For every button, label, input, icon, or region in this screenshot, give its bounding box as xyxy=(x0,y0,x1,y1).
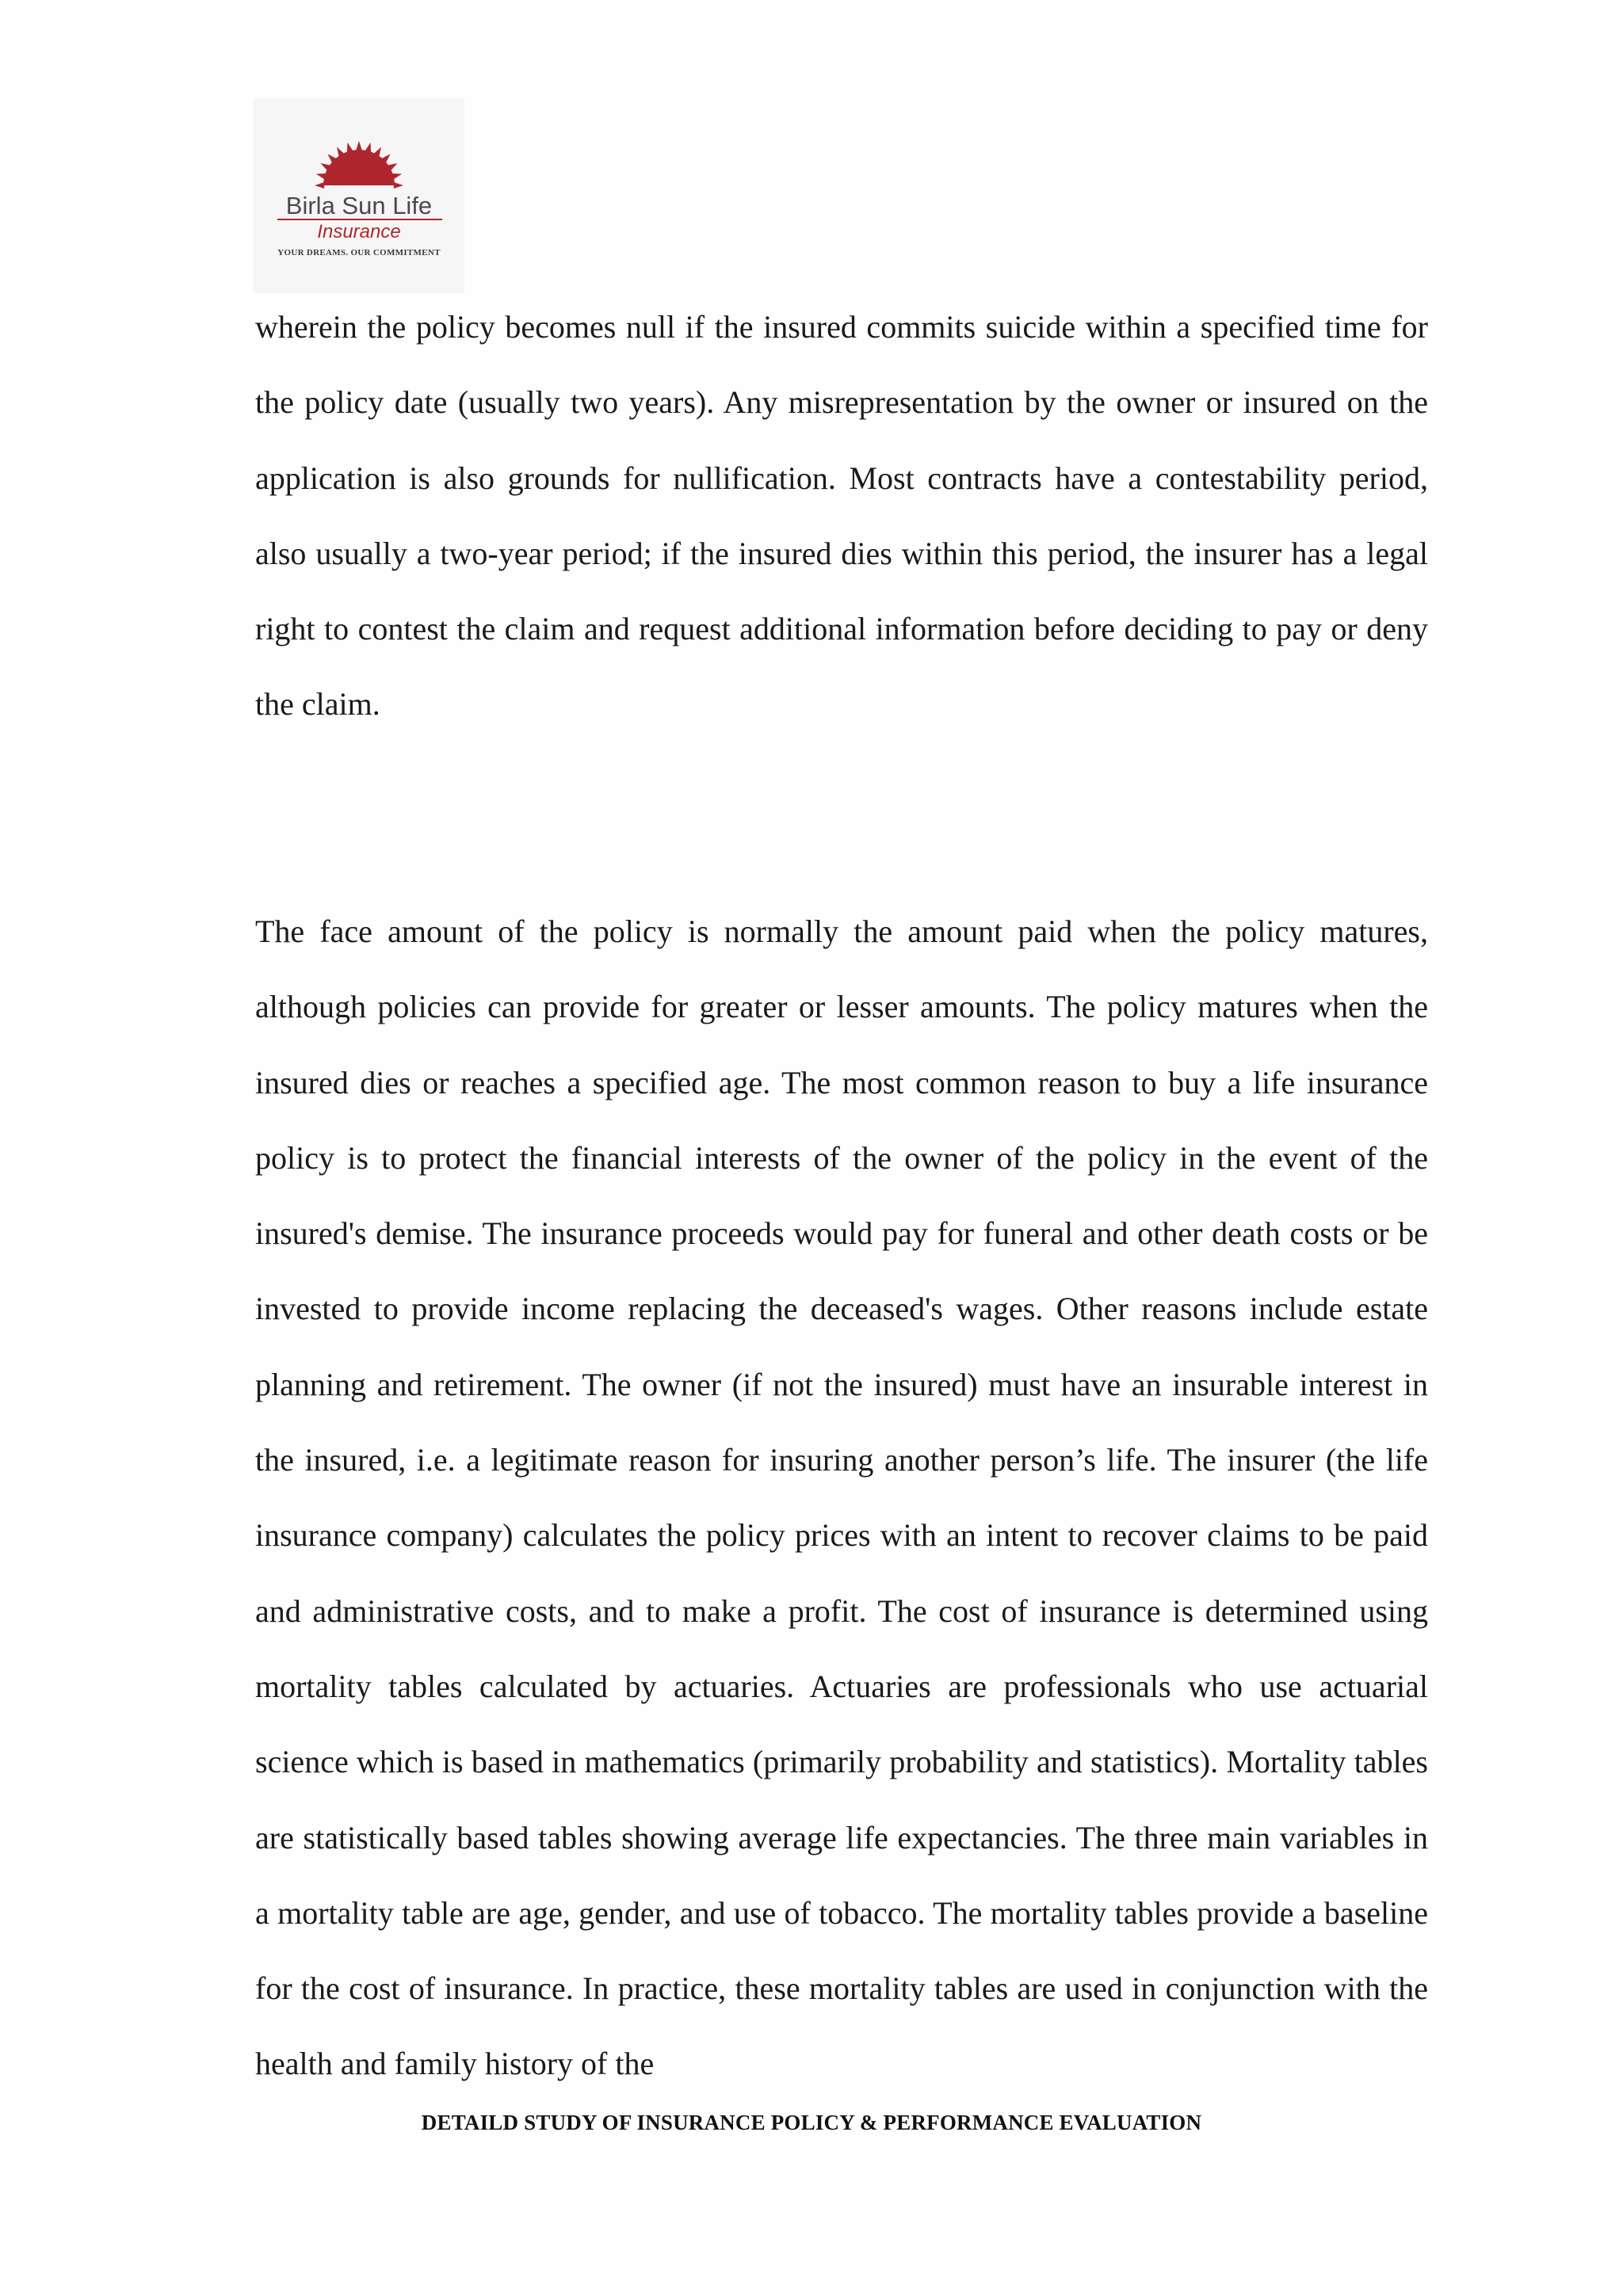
logo-brand-text: Birla Sun Life xyxy=(285,192,433,219)
page-footer: DETAILD STUDY OF INSURANCE POLICY & PERFORMANCE EVALUATION xyxy=(421,2111,1202,2134)
company-logo xyxy=(254,98,464,293)
paragraph-face-amount: The face amount of the policy is normally the amount paid when the policy matures, although policies can provide for greater or lesser amounts. The policy matures when the insured dies or reaches a specified age. The most common reason to buy a life insurance policy is to protect the financial interests of the owner of the policy in the event of the insured's demise. The insurance proceeds would pay for funeral and other death costs or be invested to provide income replacing the deceased's wages. Other reasons include estate planning and retirement. The owner (if not the insured) must have an insurable interest in the insured, i.e. a legitimate reason for insuring another person’s life. The insurer (the life insurance company) calculates the policy prices with an intent to recover claims to be paid and administrative costs, and to make a profit. The cost of insurance is determined using mortality tables calculated by actuaries. Actuaries are professionals who use actuarial science which is based in mathematics (primarily probability and statistics). Mortality tables are statistically based tables showing average life expectancies. The three main variables in a mortality table are age, gender, and use of tobacco. The mortality tables provide a baseline for the cost of insurance. In practice, these mortality tables are used in conjunction with the health and family history of the xyxy=(255,913,1428,2082)
sun-ray xyxy=(356,141,362,151)
paragraph-continuation: wherein the policy becomes null if the insured commits suicide within a specified time for the policy date (usually two years). Any misrepresentation by the owner or insured on the application is also grounds for nullification. Most contracts have a contestability period, also usually a two-year period; if the insured dies within this period, the insurer has a legal right to contest the claim and request additional information before deciding to pay or deny the claim. xyxy=(255,309,1428,723)
birla-sun-life-logo-icon xyxy=(254,98,464,293)
logo-product-text: Insurance xyxy=(317,221,401,242)
sun-ray xyxy=(394,182,403,189)
sun-ray xyxy=(315,182,324,189)
logo-tagline-text: YOUR DREAMS. OUR COMMITMENT xyxy=(277,248,441,257)
